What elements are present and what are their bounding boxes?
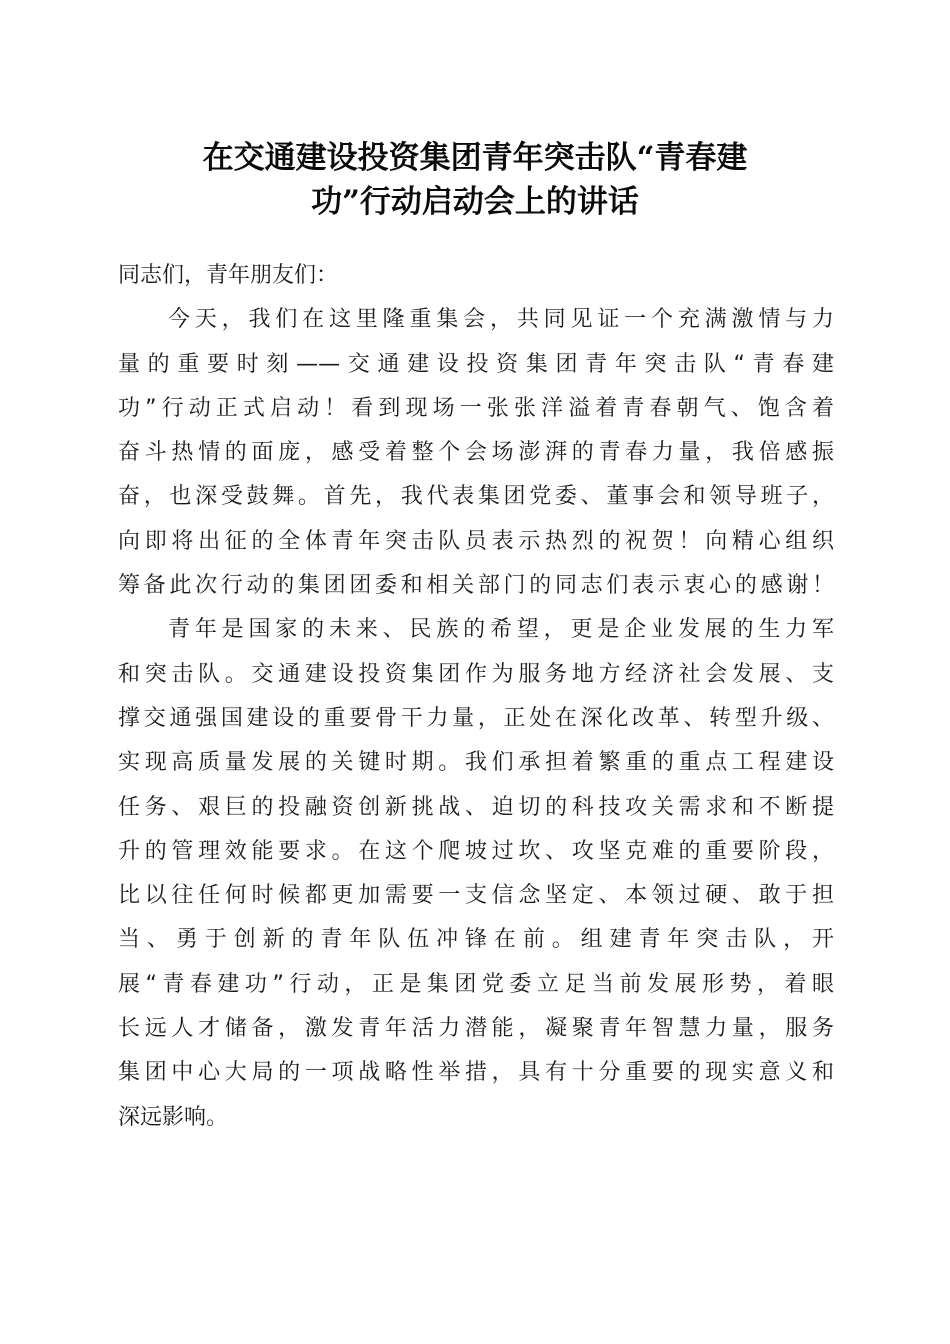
paragraph-line: 任务、艰巨的投融资创新挑战、迫切的科技攻关需求和不断提 (118, 794, 834, 820)
paragraph-line: 撑交通强国建设的重要骨干力量，正处在深化改革、转型升级、 (118, 705, 834, 731)
paragraph-line: 功”行动正式启动！看到现场一张张洋溢着青春朝气、饱含着 (118, 395, 834, 421)
document-title (120, 136, 830, 224)
paragraph-line: 当、勇于创新的青年队伍冲锋在前。组建青年突击队，开 (118, 927, 834, 953)
document-body (118, 254, 834, 1140)
paragraph-line: 实现高质量发展的关键时期。我们承担着繁重的重点工程建设 (118, 750, 834, 776)
paragraph-line: 青年是国家的未来、民族的希望，更是企业发展的生力军 (168, 617, 834, 643)
paragraph-line: 长远人才储备，激发青年活力潜能，凝聚青年智慧力量，服务 (118, 1016, 834, 1042)
paragraph-2 (118, 608, 834, 1140)
paragraph-line: 今天，我们在这里隆重集会，共同见证一个充满激情与力 (168, 307, 834, 333)
paragraph-line: 比以往任何时候都更加需要一支信念坚定、本领过硬、敢于担 (118, 883, 834, 909)
paragraph-line: 集团中心大局的一项战略性举措，具有十分重要的现实意义和 (118, 1060, 834, 1086)
paragraph-line: 奋，也深受鼓舞。首先，我代表集团党委、董事会和领导班子， (118, 484, 834, 510)
paragraph-line: 和突击队。交通建设投资集团作为服务地方经济社会发展、支 (118, 661, 834, 687)
paragraph-line: 筹备此次行动的集团团委和相关部门的同志们表示衷心的感谢！ (118, 573, 834, 599)
salutation: 同志们，青年朋友们： (118, 263, 339, 288)
paragraph-line: 向即将出征的全体青年突击队员表示热烈的祝贺！向精心组织 (118, 528, 834, 554)
paragraph-line: 展“青春建功”行动，正是集团党委立足当前发展形势，着眼 (118, 971, 834, 997)
paragraph-line: 奋斗热情的面庞，感受着整个会场澎湃的青春力量，我倍感振 (118, 440, 834, 466)
title-line-2: 功”行动启动会上的讲话 (311, 184, 639, 220)
paragraph-1 (118, 298, 834, 608)
title-line-1: 在交通建设投资集团青年突击队“青春建 (202, 140, 748, 176)
paragraph-line: 升的管理效能要求。在这个爬坡过坎、攻坚克难的重要阶段， (118, 838, 834, 864)
paragraph-line: 量的重要时刻——交通建设投资集团青年突击队“青春建 (118, 351, 834, 377)
paragraph-line: 深远影响。 (118, 1104, 229, 1130)
